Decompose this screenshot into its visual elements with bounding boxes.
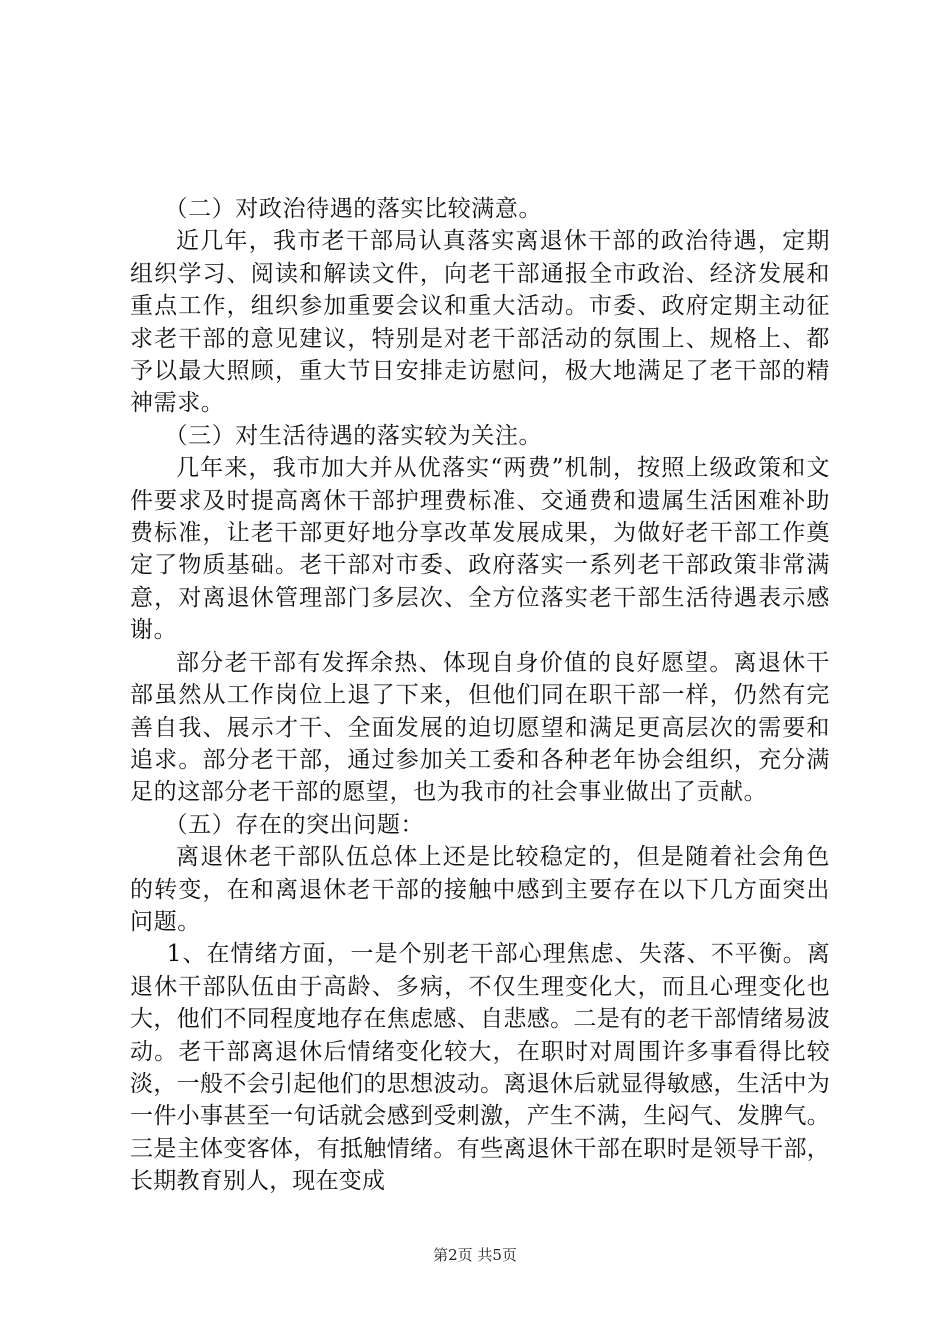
body-paragraph-living: 几年来，我市加大并从优落实“两费”机制，按照上级政策和文件要求及时提高离休干部护理费标准、交通费和遗属生活困难补助费标准，让老干部更好地分享改革发展成果，为做好老干部工作奠定了物质基础。老干部对市委、政府落实一系列老干部政策非常满意，对离退休管理部门多层次、全方位落实老干部生活待遇表示感谢。: [130, 455, 830, 644]
section-heading-living: （三）对生活待遇的落实较为关注。: [164, 422, 543, 449]
body-paragraph-problems-intro: 离退休老干部队伍总体上还是比较稳定的，但是随着社会角色的转变，在和离退休老干部的接触中感到主要存在以下几方面突出问题。: [130, 844, 830, 935]
section-heading-problems: （五）存在的突出问题：: [164, 811, 425, 838]
section-heading-political: （二）对政治待遇的落实比较满意。: [164, 196, 543, 222]
body-paragraph-emotion: 1、在情绪方面，一是个别老干部心理焦虑、失落、不平衡。离退休干部队伍由于高龄、多病，不仅生理变化大，而且心理变化也大，他们不同程度地存在焦虑感、自悲感。二是有的老干部情绪易波动。老干部离退休后情绪变化较大，在职时对周围许多事看得比较淡，一般不会引起他们的思想波动。离退休后就显得敏感，生活中为一件小事甚至一句话就会感到受刺激，产生不满，生闷气、发脾气。三是主体变客体，有抵触情绪。有些离退休干部在职时是领导干部，长期教育别人，现在变成: [130, 941, 830, 1195]
body-paragraph-political: 近几年，我市老干部局认真落实离退休干部的政治待遇，定期组织学习、阅读和解读文件，向老干部通报全市政治、经济发展和重点工作，组织参加重要会议和重大活动。市委、政府定期主动征求老干部的意见建议，特别是对老干部活动的氛围上、规格上、都予以最大照顾，重大节日安排走访慰问，极大地满足了老干部的精神需求。: [130, 228, 830, 417]
document-body: [130, 193, 830, 1198]
body-paragraph-aspiration: 部分老干部有发挥余热、体现自身价值的良好愿望。离退休干部虽然从工作岗位上退了下来，但他们同在职干部一样，仍然有完善自我、展示才干、全面发展的迫切愿望和满足更高层次的需要和追求。部分老干部，通过参加关工委和各种老年协会组织，充分满足的这部分老干部的愿望，也为我市的社会事业做出了贡献。: [130, 649, 830, 806]
page-footer: 第2页 共5页: [433, 1246, 517, 1264]
